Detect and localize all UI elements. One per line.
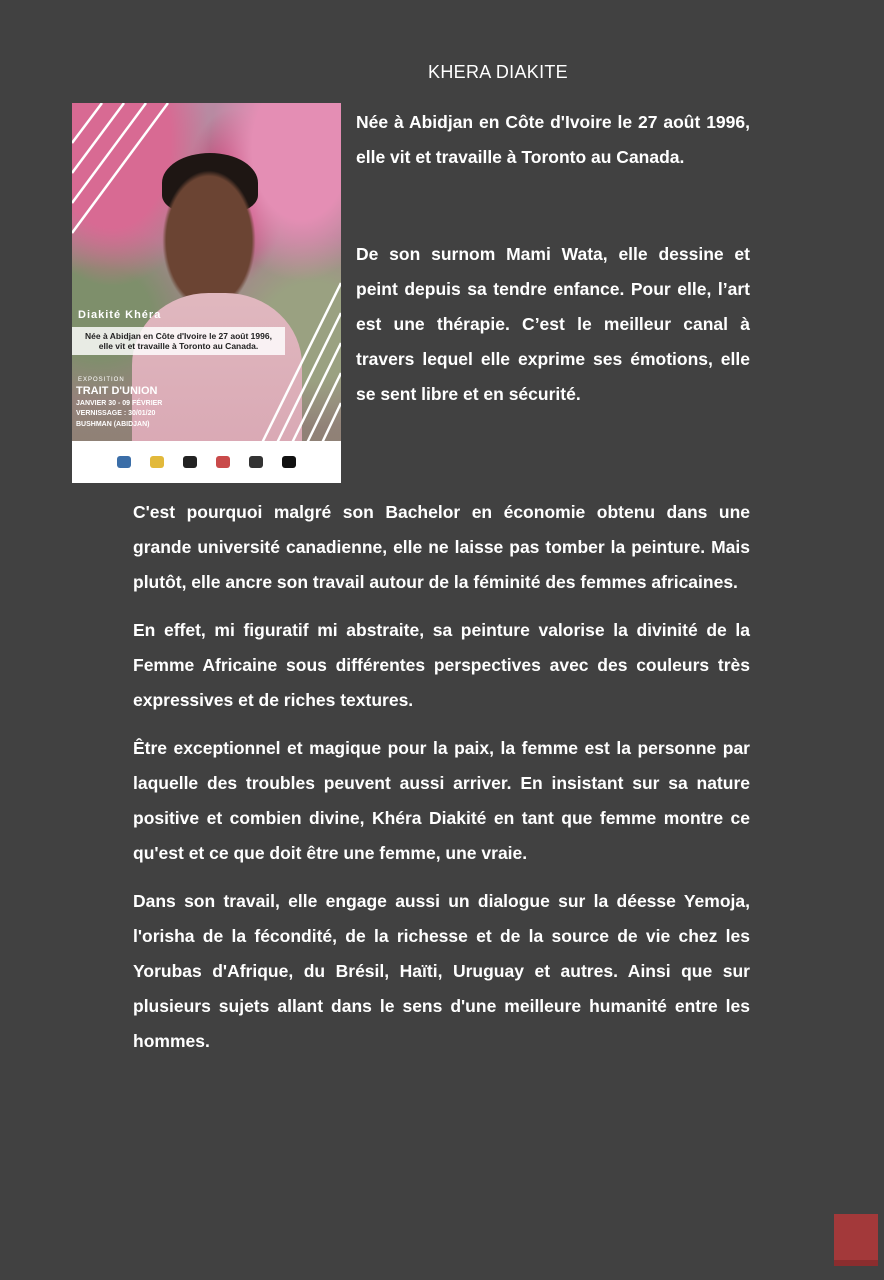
poster-expo-label: EXPOSITION <box>78 377 125 383</box>
poster-caption: Née à Abidjan en Côte d'Ivoire le 27 août 1996, elle vit et travaille à Toronto au Canada. <box>72 327 285 355</box>
intro-paragraph: Née à Abidjan en Côte d'Ivoire le 27 août 1996, elle vit et travaille à Toronto au Canada. <box>356 112 750 167</box>
poster-expo-place: BUSHMAN (ABIDJAN) <box>76 421 150 428</box>
poster-expo-title: TRAIT D'UNION <box>76 385 158 397</box>
sponsor-logo-icon <box>249 456 263 468</box>
body-paragraph: C'est pourquoi malgré son Bachelor en économie obtenu dans une grande université canadienne, elle ne laisse pas tomber la peinture. Mais plutôt, elle ancre son travail autour de la féminité des femmes africaines. <box>133 502 750 592</box>
poster-sponsor-logos <box>72 441 341 483</box>
sponsor-logo-icon <box>216 456 230 468</box>
poster-artist-name: Diakité Khéra <box>78 309 162 321</box>
sponsor-logo-icon <box>183 456 197 468</box>
body-paragraph: Être exceptionnel et magique pour la paix, la femme est la personne par laquelle des troubles peuvent aussi arriver. En insistant sur sa nature positive et combien divine, Khéra Diakité en tant que femme montre ce qu'est et ce que doit être une femme, une vraie. <box>133 738 750 863</box>
body-text <box>133 495 750 1072</box>
page-corner-mark <box>834 1214 878 1266</box>
poster-expo-dates: JANVIER 30 - 09 FÉVRIER <box>76 400 163 407</box>
intro-text <box>356 105 750 412</box>
intro-paragraph: De son surnom Mami Wata, elle dessine et peint depuis sa tendre enfance. Pour elle, l’art est une thérapie. C’est le meilleur canal à travers lequel elle exprime ses émotions, elle se sent libre et en sécurité. <box>356 244 750 404</box>
poster-expo-vernissage: VERNISSAGE : 30/01/20 <box>76 410 156 417</box>
exhibition-poster <box>72 103 341 483</box>
page-title: KHERA DIAKITE <box>428 62 568 82</box>
sponsor-logo-icon <box>150 456 164 468</box>
sponsor-logo-icon <box>282 456 296 468</box>
body-paragraph: Dans son travail, elle engage aussi un dialogue sur la déesse Yemoja, l'orisha de la fécondité, de la richesse et de la source de vie chez les Yorubas d'Afrique, du Brésil, Haïti, Uruguay et autres. Ainsi que sur plusieurs sujets allant dans le sens d'une meilleure humanité entre les hommes. <box>133 891 750 1051</box>
body-paragraph: En effet, mi figuratif mi abstraite, sa peinture valorise la divinité de la Femme Africaine sous différentes perspectives avec des couleurs très expressives et de riches textures. <box>133 620 750 710</box>
sponsor-logo-icon <box>117 456 131 468</box>
